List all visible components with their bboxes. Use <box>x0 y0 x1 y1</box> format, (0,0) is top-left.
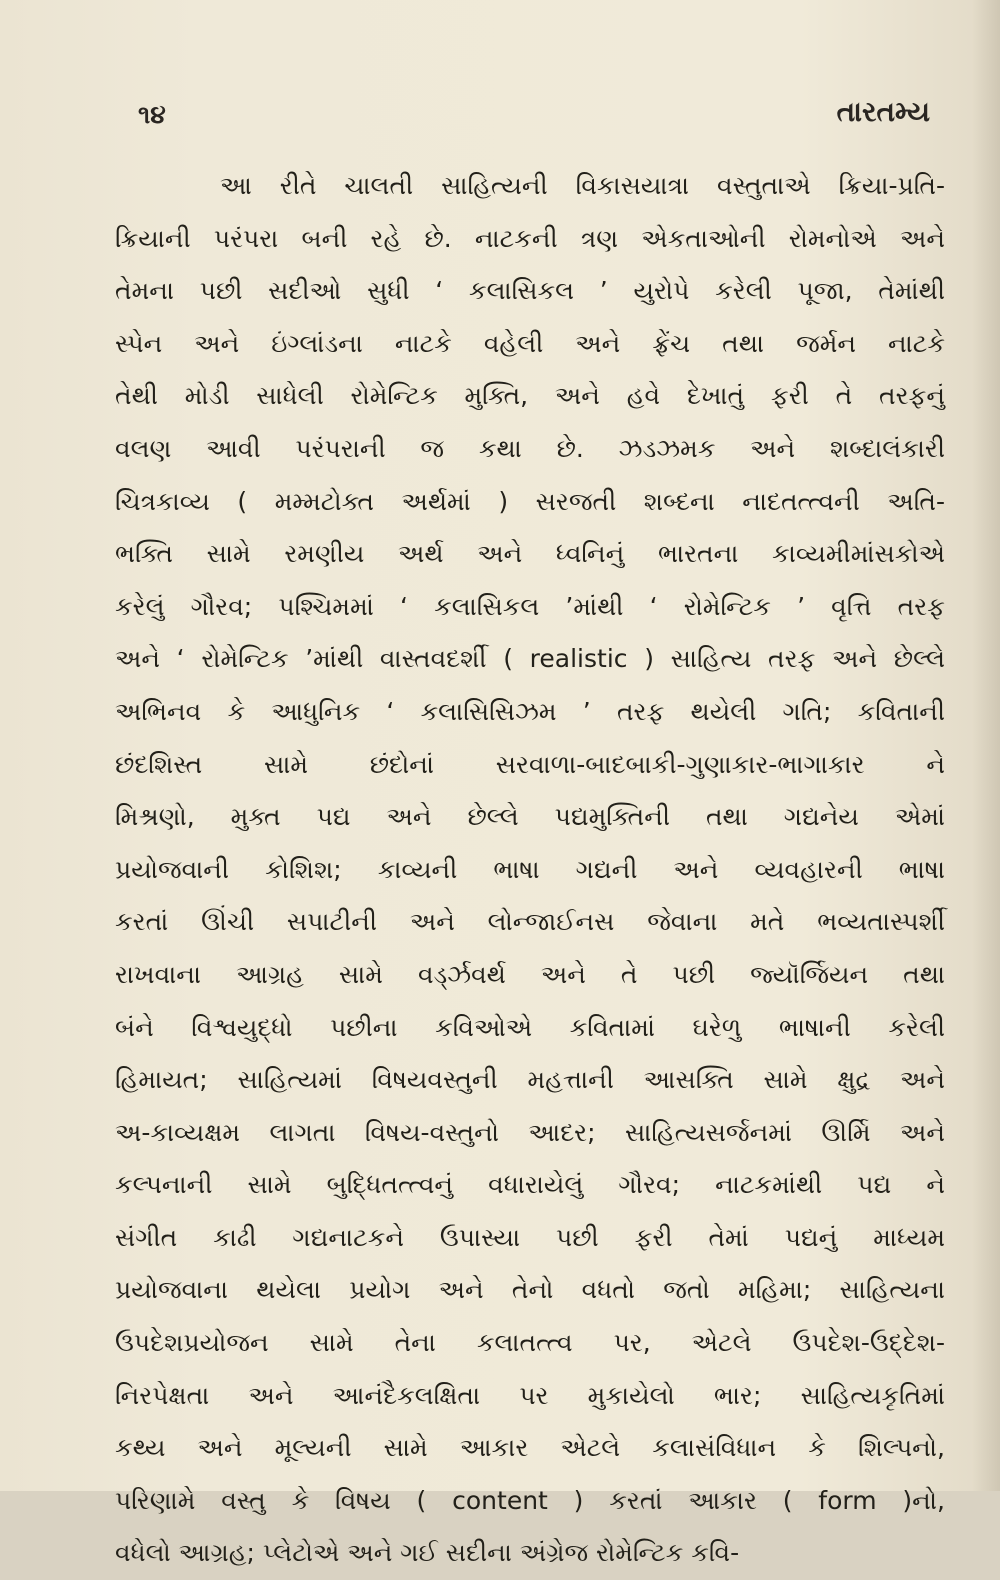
text-line: ભક્તિ સામે રમણીય અર્થ અને ધ્વનિનું ભારતના કાવ્યમીમાંસકોએ <box>115 539 945 569</box>
text-line: રાખવાના આગ્રહ સામે વર્ડ્ઝવર્થ અને તે પછી જ્યૉર્જિયન તથા <box>115 959 945 989</box>
text-line: તેથી મોડી સાધેલી રોમેન્ટિક મુક્તિ, અને હવે દેખાતું ફરી તે તરફનું <box>115 381 945 411</box>
running-head: તારતમ્ય <box>836 95 930 128</box>
text-line: બંને વિશ્વયુદ્ધો પછીના કવિઓએ કવિતામાં ઘરેળુ ભાષાની કરેલી <box>115 1012 945 1042</box>
text-line: કથ્ય અને મૂલ્યની સામે આકાર એટલે કલાસંવિધાન કે શિલ્પનો, <box>115 1433 945 1463</box>
text-line: વલણ આવી પરંપરાની જ કથા છે. ઝડઝમક અને શબ્દાલંકારી <box>115 433 945 463</box>
text-line: કરતાં ઊંચી સપાટીની અને લોન્જાઈનસ જેવાના મતે ભવ્યતાસ્પર્શી <box>115 907 945 937</box>
text-line: હિમાયત; સાહિત્યમાં વિષયવસ્તુની મહત્તાની આસક્તિ સામે ક્ષુદ્ર અને <box>115 1065 945 1095</box>
text-line: વધેલો આગ્રહ; પ્લેટોએ અને ગઈ સદીના અંગ્રેજ રોમેન્ટિક કવિ- <box>115 1538 740 1568</box>
text-line: પ્રયોજવાની કોશિશ; કાવ્યની ભાષા ગદ્યની અને વ્યવહારની ભાષા <box>115 854 945 884</box>
page-edge-shadow <box>972 0 1000 1491</box>
text-line: કરેલું ગૌરવ; પશ્ચિમમાં ‘ કલાસિકલ ’માંથી ‘ રોમેન્ટિક ’ વૃત્તિ તરફ <box>115 591 945 621</box>
text-line: ચિત્રકાવ્ય ( મમ્મટોક્ત અર્થમાં ) સરજતી શબ્દના નાદતત્ત્વની અતિ- <box>115 486 945 516</box>
page-number: ૧૪ <box>138 100 166 129</box>
text-line: અ-કાવ્યક્ષમ લાગતા વિષય-વસ્તુનો આદર; સાહિત્યસર્જનમાં ઊર્મિ અને <box>115 1117 945 1147</box>
text-line: અને ‘ રોમેન્ટિક ’માંથી વાસ્તવદર્શી ( realistic ) સાહિત્ય તરફ અને છેલ્લે <box>115 644 945 674</box>
text-line: નિરપેક્ષતા અને આનંદૈકલક્ષિતા પર મુકાયેલો ભાર; સાહિત્યકૃતિમાં <box>115 1380 945 1410</box>
text-line: કલ્પનાની સામે બુદ્ધિતત્ત્વનું વધારાયેલું ગૌરવ; નાટકમાંથી પદ્ય ને <box>115 1170 945 1200</box>
text-line: ઉપદેશપ્રયોજન સામે તેના કલાતત્ત્વ પર, એટલે ઉપદેશ-ઉદ્દેશ- <box>115 1328 945 1358</box>
text-line: અભિનવ કે આધુનિક ‘ કલાસિસિઝમ ’ તરફ થયેલી ગતિ; કવિતાની <box>115 696 945 726</box>
text-line: મિશ્રણો, મુક્ત પદ્ય અને છેલ્લે પદ્યમુક્તિની તથા ગદ્યનેય એમાં <box>115 802 945 832</box>
text-line: ક્રિયાની પરંપરા બની રહે છે. નાટકની ત્રણ એકતાઓની રોમનોએ અને <box>115 223 945 253</box>
text-line: પરિણામે વસ્તુ કે વિષય ( content ) કરતાં આકાર ( form )નો, <box>115 1485 945 1515</box>
text-line: આ રીતે ચાલતી સાહિત્યની વિકાસયાત્રા વસ્તુતાએ ક્રિયા-પ્રતિ- <box>220 171 945 200</box>
text-line: પ્રયોજવાના થયેલા પ્રયોગ અને તેનો વધતો જતો મહિમા; સાહિત્યના <box>115 1275 945 1305</box>
text-line: સ્પેન અને ઇંગ્લાંડના નાટકે વહેલી અને ફ્રેંચ તથા જર્મન નાટકે <box>115 328 945 358</box>
text-line: સંગીત કાઢી ગદ્યનાટકને ઉપાસ્યા પછી ફરી તેમાં પદ્યનું માધ્યમ <box>115 1222 945 1252</box>
body-text <box>115 160 945 1568</box>
text-line: છંદશિસ્ત સામે છંદોનાં સરવાળા-બાદબાકી-ગુણાકાર-ભાગાકાર ને <box>115 749 945 779</box>
text-line: તેમના પછી સદીઓ સુધી ‘ કલાસિકલ ’ યુરોપે કરેલી પૂજા, તેમાંથી <box>115 276 945 306</box>
